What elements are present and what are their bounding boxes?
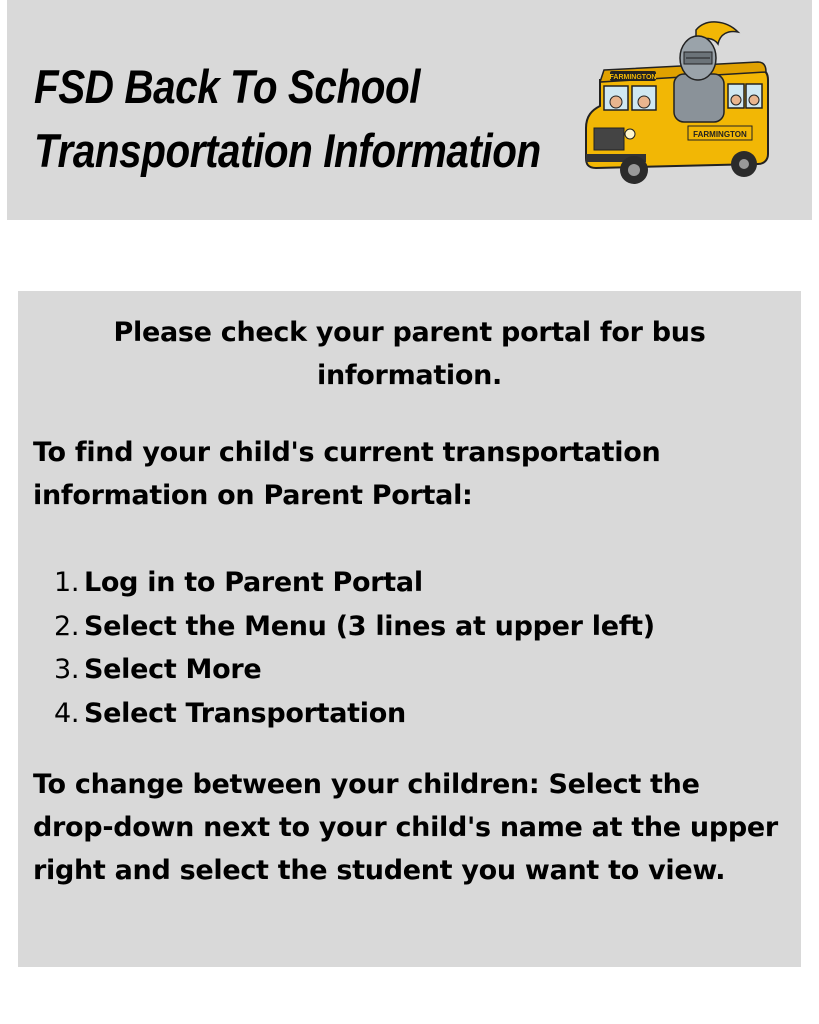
outro-line-2: drop-down next to your child's name at the upper	[33, 812, 778, 843]
steps-list	[54, 561, 655, 735]
list-item	[54, 561, 655, 605]
bus-side-sign: FARMINGTON	[693, 130, 747, 139]
school-bus-knight-illustration	[578, 18, 774, 190]
outro-line-1: To change between your children: Select the	[33, 769, 700, 800]
switch-children-note	[33, 763, 778, 892]
title-line-1: FSD Back To School	[34, 60, 421, 113]
step-text: Select the Menu (3 lines at upper left)	[84, 610, 655, 642]
list-item	[54, 692, 655, 736]
step-text: Log in to Parent Portal	[84, 567, 423, 598]
portal-notice	[18, 311, 801, 397]
instructions-intro	[33, 431, 660, 517]
intro-line-2: information on Parent Portal:	[33, 480, 473, 511]
bus-front-sign: FARMINGTON	[609, 74, 657, 81]
step-number: 3.	[54, 654, 80, 685]
list-item	[54, 648, 655, 692]
list-item	[54, 605, 655, 649]
info-panel	[18, 291, 801, 967]
outro-line-3: right and select the student you want to view.	[33, 855, 726, 886]
page-title	[34, 55, 541, 183]
bus-icon	[578, 18, 774, 190]
step-text: Select Transportation	[84, 697, 406, 729]
step-text: Select More	[84, 654, 262, 685]
intro-line-1: To find your child's current transportation	[33, 437, 661, 468]
portal-notice-line-2: information.	[316, 360, 503, 391]
step-number: 2.	[54, 610, 80, 642]
portal-notice-line-1: Please check your parent portal for bus	[113, 317, 706, 348]
step-number: 4.	[54, 697, 80, 729]
step-number: 1.	[54, 567, 80, 598]
title-line-2: Transportation Information	[34, 124, 541, 177]
